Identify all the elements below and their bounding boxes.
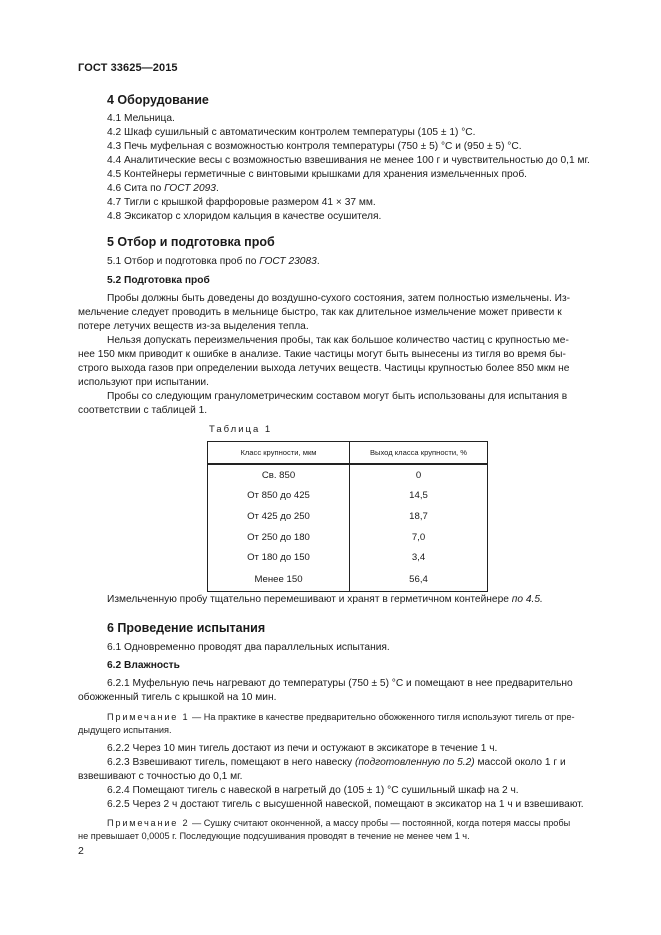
paragraph-line: 6.2.2 Через 10 мин тигель достают из печи и остужают в эксикаторе в течение 1 ч. bbox=[107, 743, 498, 754]
paragraph: 6.1 Одновременно проводят два параллельных испытания. bbox=[107, 642, 390, 653]
paragraph-line: нее 150 мкм приводит к ошибке в анализе. Такие частицы могут быть вынесены из тигля во время бы- bbox=[78, 349, 566, 360]
column-header: Класс крупности, мкм bbox=[208, 442, 350, 465]
section-5-heading: 5 Отбор и подготовка проб bbox=[107, 235, 275, 249]
list-item: 4.3 Печь муфельная с возможностью контроля температуры (750 ± 5) °С и (950 ± 5) °С. bbox=[107, 141, 522, 152]
list-item: 4.7 Тигли с крышкой фарфоровые размером 41 × 37 мм. bbox=[107, 197, 376, 208]
paragraph-line: соответствии с таблицей 1. bbox=[78, 405, 208, 416]
table-row: Менее 150 56,4 bbox=[208, 568, 488, 592]
list-item: 4.5 Контейнеры герметичные с винтовыми крышками для хранения измельченных проб. bbox=[107, 169, 527, 180]
paragraph-line: мельчение следует проводить в мельнице быстро, так как длительное измельчение может привести к bbox=[78, 307, 562, 318]
paragraph-line: 6.2.4 Помещают тигель с навеской в нагретый до (105 ± 1) °С сушильный шкаф на 2 ч. bbox=[107, 785, 519, 796]
table-row: Св. 850 0 bbox=[208, 464, 488, 486]
paragraph-line: используют при испытании. bbox=[78, 377, 209, 388]
document-header: ГОСТ 33625—2015 bbox=[78, 62, 178, 74]
paragraph-line: 6.2.3 Взвешивают тигель, помещают в него навеску (подготовленную по 5.2) массой около 1 г и bbox=[107, 757, 566, 768]
note: не превышает 0,0005 г. Последующие подсушивания проводят в течение не менее чем 1 ч. bbox=[78, 831, 470, 841]
paragraph-line: строго выхода газов при определении выхода летучих веществ. Частицы крупностью более 850 мкм не bbox=[78, 363, 570, 374]
paragraph-line: Пробы должны быть доведены до воздушно-сухого состояния, затем полностью измельчены. Из- bbox=[107, 293, 571, 304]
paragraph-line: потере летучих веществ из-за выделения тепла. bbox=[78, 321, 309, 332]
note: Примечание 2 — Сушку считают оконченной, а массу пробы — постоянной, когда потеря массы пробы bbox=[107, 818, 571, 828]
column-header: Выход класса крупности, % bbox=[350, 442, 488, 465]
paragraph-line: 6.2.5 Через 2 ч достают тигель с высушенной навеской, помещают в эксикатор на 1 ч и взвешивают. bbox=[107, 799, 584, 810]
list-item: 4.2 Шкаф сушильный с автоматическим контролем температуры (105 ± 1) °С. bbox=[107, 127, 476, 138]
page-number: 2 bbox=[78, 845, 84, 857]
paragraph: 5.1 Отбор и подготовка проб по ГОСТ 23083. bbox=[107, 256, 320, 267]
table-row: От 250 до 180 7,0 bbox=[208, 527, 488, 548]
note: дыдущего испытания. bbox=[78, 725, 172, 735]
paragraph-line: 6.2.1 Муфельную печь нагревают до температуры (750 ± 5) °С и помещают в нее предварительно bbox=[107, 678, 573, 689]
table-row: От 180 до 150 3,4 bbox=[208, 547, 488, 568]
paragraph-line: Пробы со следующим гранулометрическим составом могут быть использованы для испытания в bbox=[107, 391, 568, 402]
section-4-heading: 4 Оборудование bbox=[107, 93, 209, 107]
list-item: 4.8 Эксикатор с хлоридом кальция в качестве осушителя. bbox=[107, 211, 382, 222]
paragraph-line: обожженный тигель с крышкой на 10 мин. bbox=[78, 692, 277, 703]
list-item: 4.4 Аналитические весы с возможностью взвешивания не менее 100 г и чувствительностью до 0,1 мг. bbox=[107, 155, 590, 166]
note: Примечание 1 — На практике в качестве предварительно обожженного тигля используют тигель от пре- bbox=[107, 712, 575, 722]
table-row: От 425 до 250 18,7 bbox=[208, 506, 488, 527]
paragraph-line: взвешивают с точностью до 0,1 мг. bbox=[78, 771, 243, 782]
granulometry-table bbox=[207, 441, 488, 592]
table-row: От 850 до 425 14,5 bbox=[208, 486, 488, 507]
subsection-heading: 6.2 Влажность bbox=[107, 660, 180, 671]
paragraph: Измельченную пробу тщательно перемешивают и хранят в герметичном контейнере по 4.5. bbox=[107, 594, 543, 605]
subsection-heading: 5.2 Подготовка проб bbox=[107, 275, 210, 286]
table-caption: Таблица 1 bbox=[209, 424, 273, 435]
list-item: 4.1 Мельница. bbox=[107, 113, 175, 124]
section-6-heading: 6 Проведение испытания bbox=[107, 621, 266, 635]
paragraph-line: Нельзя допускать переизмельчения пробы, так как большое количество частиц с крупностью ме- bbox=[107, 335, 569, 346]
list-item: 4.6 Сита по ГОСТ 2093. bbox=[107, 183, 219, 194]
